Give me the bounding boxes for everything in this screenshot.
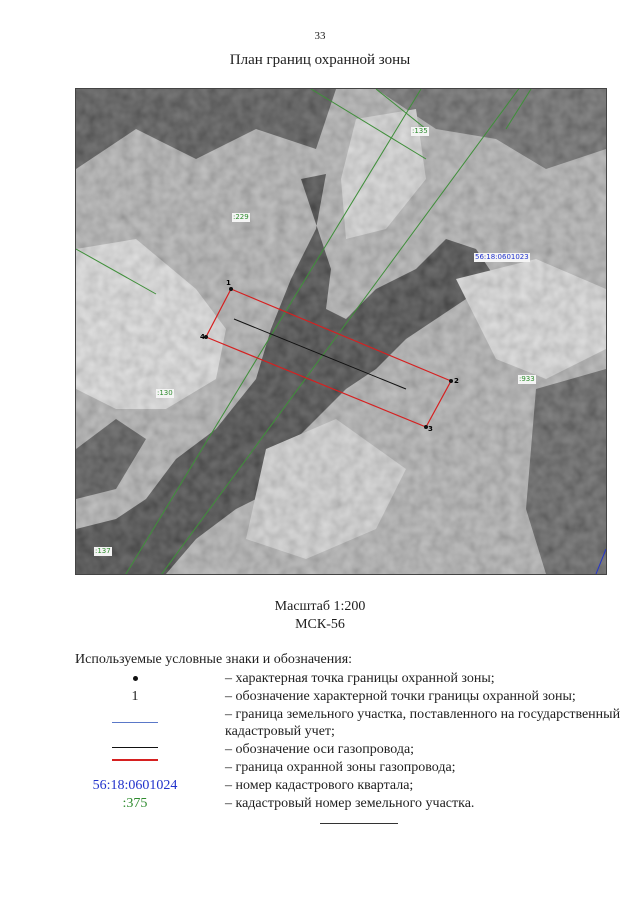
coordinate-system: МСК-56 xyxy=(295,617,345,632)
terrain-texture xyxy=(76,89,606,574)
parcel-label: :137 xyxy=(95,547,111,555)
quarter-label: 56:18:0601023 xyxy=(475,253,529,261)
legend-heading: Используемые условные знаки и обозначения: xyxy=(75,652,353,667)
legend-parcel-number: :375 xyxy=(122,796,148,811)
legend-text: – номер кадастрового квартала; xyxy=(225,778,414,793)
point-number-1: 1 xyxy=(226,279,231,287)
zone-point xyxy=(229,287,233,291)
end-divider xyxy=(320,823,398,824)
parcel-label: :229 xyxy=(233,213,249,221)
dot-icon xyxy=(133,676,138,681)
legend-text: – кадастровый номер земельного участка. xyxy=(225,796,475,811)
zone-point xyxy=(449,379,453,383)
legend-quarter-number: 56:18:0601024 xyxy=(92,778,178,793)
point-number-3: 3 xyxy=(428,425,433,433)
point-number-4: 4 xyxy=(200,333,205,341)
parcel-label: :933 xyxy=(519,375,535,383)
scale-ratio: Масштаб 1:200 xyxy=(274,599,366,614)
legend-text: – обозначение оси газопровода; xyxy=(225,742,415,757)
legend-text: – обозначение характерной точки границы охранной зоны; xyxy=(225,689,576,704)
red-line-icon xyxy=(112,759,158,761)
legend-text: – граница охранной зоны газопровода; xyxy=(225,760,456,775)
page-number: 33 xyxy=(314,30,326,42)
blue-line-icon xyxy=(112,722,158,723)
parcel-label: :135 xyxy=(412,127,428,135)
map-canvas xyxy=(76,89,606,574)
point-number-2: 2 xyxy=(454,377,459,385)
page-title: План границ охранной зоны xyxy=(229,52,411,68)
legend-point-number: 1 xyxy=(131,689,139,704)
parcel-label: :130 xyxy=(157,389,173,397)
legend-text: – характерная точка границы охранной зоны; xyxy=(225,671,495,686)
scale-block xyxy=(0,598,640,634)
black-line-icon xyxy=(112,747,158,748)
legend-text: – граница земельного участка, поставленного на государственный кадастровый учет; xyxy=(225,707,621,739)
satellite-map xyxy=(75,88,607,575)
